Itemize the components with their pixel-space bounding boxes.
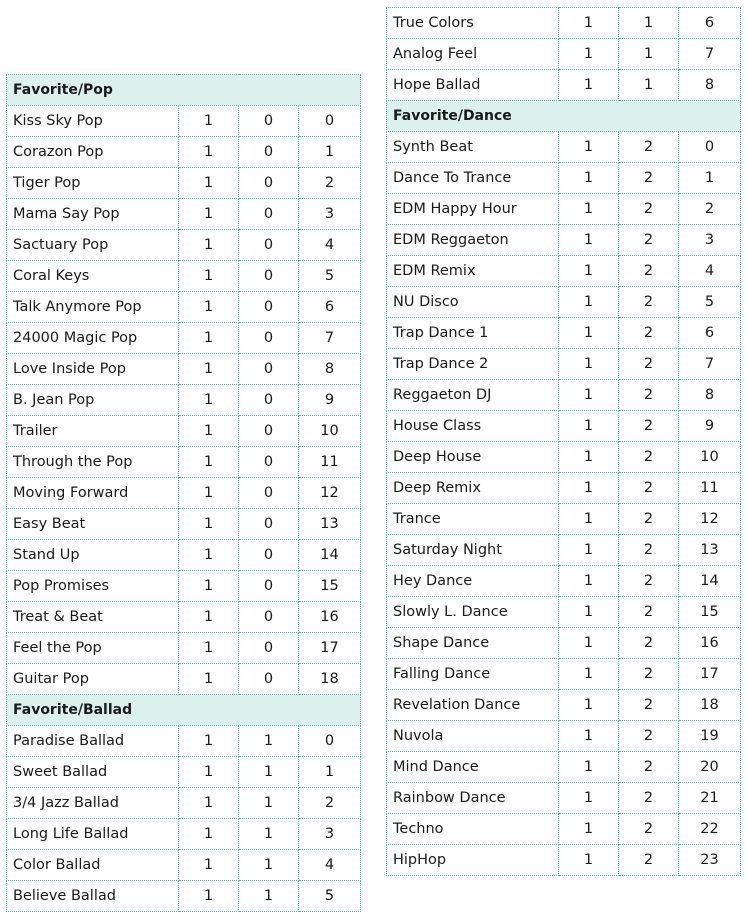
table-row	[387, 566, 741, 597]
table-row	[387, 380, 741, 411]
table-row	[387, 287, 741, 318]
style-name: Talk Anymore Pop	[7, 292, 179, 323]
number-value: 8	[299, 354, 361, 385]
bank-value: 1	[559, 132, 619, 163]
bank-value: 1	[179, 261, 239, 292]
group-value: 2	[619, 194, 679, 225]
table-row	[387, 349, 741, 380]
bank-value: 1	[179, 633, 239, 664]
group-value: 1	[239, 819, 299, 850]
style-name: Trance	[387, 504, 559, 535]
table-row	[7, 199, 361, 230]
number-value: 22	[679, 814, 741, 845]
group-value: 0	[239, 323, 299, 354]
table-row	[387, 194, 741, 225]
bank-value: 1	[559, 39, 619, 70]
number-value: 9	[679, 411, 741, 442]
number-value: 7	[679, 39, 741, 70]
style-name: EDM Happy Hour	[387, 194, 559, 225]
table-row	[7, 633, 361, 664]
group-value: 0	[239, 633, 299, 664]
group-value: 1	[239, 881, 299, 912]
style-name: 24000 Magic Pop	[7, 323, 179, 354]
style-name: Guitar Pop	[7, 664, 179, 695]
bank-value: 1	[559, 411, 619, 442]
bank-value: 1	[559, 628, 619, 659]
bank-value: 1	[179, 106, 239, 137]
bank-value: 1	[179, 509, 239, 540]
bank-value: 1	[179, 354, 239, 385]
number-value: 3	[299, 819, 361, 850]
number-value: 4	[299, 850, 361, 881]
group-value: 0	[239, 199, 299, 230]
bank-value: 1	[179, 757, 239, 788]
style-name: 3/4 Jazz Ballad	[7, 788, 179, 819]
group-value: 2	[619, 349, 679, 380]
table-row	[7, 850, 361, 881]
number-value: 20	[679, 752, 741, 783]
table-row	[387, 690, 741, 721]
style-name: House Class	[387, 411, 559, 442]
style-name: HipHop	[387, 845, 559, 876]
table-row	[7, 478, 361, 509]
table-row	[7, 819, 361, 850]
bank-value: 1	[179, 540, 239, 571]
style-name: Pop Promises	[7, 571, 179, 602]
style-name: Reggaeton DJ	[387, 380, 559, 411]
bank-value: 1	[559, 845, 619, 876]
number-value: 8	[679, 380, 741, 411]
style-name: Synth Beat	[387, 132, 559, 163]
number-value: 14	[299, 540, 361, 571]
right-table-body	[387, 8, 741, 876]
table-row	[387, 411, 741, 442]
bank-value: 1	[559, 752, 619, 783]
table-row	[7, 881, 361, 912]
group-value: 0	[239, 416, 299, 447]
table-row	[7, 540, 361, 571]
group-value: 2	[619, 659, 679, 690]
table-row	[7, 385, 361, 416]
number-value: 18	[679, 690, 741, 721]
bank-value: 1	[179, 292, 239, 323]
table-row	[7, 509, 361, 540]
style-name: Mama Say Pop	[7, 199, 179, 230]
table-row	[387, 70, 741, 101]
style-name: NU Disco	[387, 287, 559, 318]
table-row	[7, 168, 361, 199]
group-value: 0	[239, 540, 299, 571]
bank-value: 1	[179, 726, 239, 757]
style-name: Trailer	[7, 416, 179, 447]
table-row	[387, 628, 741, 659]
bank-value: 1	[179, 385, 239, 416]
number-value: 2	[679, 194, 741, 225]
number-value: 5	[299, 261, 361, 292]
number-value: 9	[299, 385, 361, 416]
style-name: Trap Dance 1	[387, 318, 559, 349]
bank-value: 1	[179, 416, 239, 447]
number-value: 13	[299, 509, 361, 540]
number-value: 14	[679, 566, 741, 597]
table-row	[7, 230, 361, 261]
group-value: 2	[619, 411, 679, 442]
bank-value: 1	[559, 349, 619, 380]
number-value: 8	[679, 70, 741, 101]
group-value: 1	[239, 850, 299, 881]
table-row	[387, 783, 741, 814]
number-value: 17	[299, 633, 361, 664]
number-value: 6	[299, 292, 361, 323]
style-name: Sactuary Pop	[7, 230, 179, 261]
group-value: 2	[619, 256, 679, 287]
table-row	[7, 106, 361, 137]
number-value: 3	[299, 199, 361, 230]
group-value: 2	[619, 318, 679, 349]
bank-value: 1	[559, 504, 619, 535]
style-name: Rainbow Dance	[387, 783, 559, 814]
bank-value: 1	[179, 230, 239, 261]
bank-value: 1	[179, 478, 239, 509]
group-value: 0	[239, 168, 299, 199]
number-value: 15	[299, 571, 361, 602]
style-name: Coral Keys	[7, 261, 179, 292]
style-name: True Colors	[387, 8, 559, 39]
style-name: Shape Dance	[387, 628, 559, 659]
table-row	[387, 442, 741, 473]
group-value: 2	[619, 287, 679, 318]
bank-value: 1	[559, 566, 619, 597]
style-name: Nuvola	[387, 721, 559, 752]
table-row	[387, 752, 741, 783]
number-value: 11	[679, 473, 741, 504]
number-value: 6	[679, 318, 741, 349]
bank-value: 1	[559, 535, 619, 566]
bank-value: 1	[179, 819, 239, 850]
table-row	[7, 416, 361, 447]
style-name: Analog Feel	[387, 39, 559, 70]
style-name: Moving Forward	[7, 478, 179, 509]
table-row	[387, 256, 741, 287]
category-header: Favorite/Ballad	[7, 695, 361, 726]
table-row	[7, 757, 361, 788]
number-value: 6	[679, 8, 741, 39]
group-value: 2	[619, 132, 679, 163]
bank-value: 1	[179, 447, 239, 478]
style-name: Kiss Sky Pop	[7, 106, 179, 137]
number-value: 11	[299, 447, 361, 478]
right-table	[386, 7, 741, 876]
number-value: 10	[679, 442, 741, 473]
group-value: 1	[239, 788, 299, 819]
style-name: Slowly L. Dance	[387, 597, 559, 628]
table-row	[7, 137, 361, 168]
category-header: Favorite/Pop	[7, 75, 361, 106]
bank-value: 1	[179, 664, 239, 695]
style-name: B. Jean Pop	[7, 385, 179, 416]
number-value: 1	[679, 163, 741, 194]
style-name: Through the Pop	[7, 447, 179, 478]
category-header: Favorite/Dance	[387, 101, 741, 132]
style-name: Sweet Ballad	[7, 757, 179, 788]
group-value: 0	[239, 571, 299, 602]
group-value: 0	[239, 664, 299, 695]
number-value: 15	[679, 597, 741, 628]
category-header-row	[387, 101, 741, 132]
style-name: Deep Remix	[387, 473, 559, 504]
group-value: 2	[619, 566, 679, 597]
group-value: 0	[239, 106, 299, 137]
table-row	[387, 8, 741, 39]
style-name: Falling Dance	[387, 659, 559, 690]
group-value: 0	[239, 137, 299, 168]
group-value: 0	[239, 602, 299, 633]
table-row	[387, 814, 741, 845]
number-value: 18	[299, 664, 361, 695]
number-value: 16	[679, 628, 741, 659]
bank-value: 1	[179, 850, 239, 881]
bank-value: 1	[559, 721, 619, 752]
group-value: 0	[239, 478, 299, 509]
group-value: 2	[619, 225, 679, 256]
group-value: 0	[239, 447, 299, 478]
bank-value: 1	[559, 225, 619, 256]
group-value: 2	[619, 597, 679, 628]
group-value: 0	[239, 230, 299, 261]
number-value: 2	[299, 168, 361, 199]
table-row	[7, 726, 361, 757]
style-name: Feel the Pop	[7, 633, 179, 664]
number-value: 12	[299, 478, 361, 509]
style-name: Treat & Beat	[7, 602, 179, 633]
number-value: 2	[299, 788, 361, 819]
bank-value: 1	[179, 199, 239, 230]
table-row	[387, 504, 741, 535]
group-value: 0	[239, 509, 299, 540]
style-name: EDM Remix	[387, 256, 559, 287]
table-row	[387, 225, 741, 256]
group-value: 2	[619, 163, 679, 194]
bank-value: 1	[559, 70, 619, 101]
style-name: Saturday Night	[387, 535, 559, 566]
style-name: Believe Ballad	[7, 881, 179, 912]
number-value: 19	[679, 721, 741, 752]
table-row	[387, 845, 741, 876]
style-name: Trap Dance 2	[387, 349, 559, 380]
table-row	[387, 535, 741, 566]
table-row	[387, 132, 741, 163]
number-value: 4	[679, 256, 741, 287]
bank-value: 1	[559, 442, 619, 473]
group-value: 2	[619, 690, 679, 721]
group-value: 1	[239, 726, 299, 757]
style-name: Easy Beat	[7, 509, 179, 540]
number-value: 17	[679, 659, 741, 690]
group-value: 2	[619, 473, 679, 504]
bank-value: 1	[179, 881, 239, 912]
group-value: 2	[619, 380, 679, 411]
bank-value: 1	[559, 8, 619, 39]
table-row	[387, 597, 741, 628]
bank-value: 1	[179, 168, 239, 199]
style-name: EDM Reggaeton	[387, 225, 559, 256]
bank-value: 1	[179, 137, 239, 168]
table-row	[7, 292, 361, 323]
style-name: Hope Ballad	[387, 70, 559, 101]
style-name: Revelation Dance	[387, 690, 559, 721]
table-row	[387, 163, 741, 194]
table-row	[387, 473, 741, 504]
style-name: Mind Dance	[387, 752, 559, 783]
group-value: 2	[619, 628, 679, 659]
bank-value: 1	[559, 659, 619, 690]
table-row	[387, 659, 741, 690]
bank-value: 1	[559, 814, 619, 845]
group-value: 2	[619, 721, 679, 752]
group-value: 0	[239, 385, 299, 416]
number-value: 5	[679, 287, 741, 318]
table-row	[7, 571, 361, 602]
category-header-row	[7, 695, 361, 726]
group-value: 0	[239, 292, 299, 323]
style-name: Paradise Ballad	[7, 726, 179, 757]
left-table	[6, 74, 361, 912]
number-value: 1	[299, 137, 361, 168]
number-value: 0	[679, 132, 741, 163]
style-name: Hey Dance	[387, 566, 559, 597]
number-value: 5	[299, 881, 361, 912]
group-value: 2	[619, 845, 679, 876]
group-value: 1	[619, 8, 679, 39]
bank-value: 1	[559, 318, 619, 349]
style-name: Stand Up	[7, 540, 179, 571]
number-value: 3	[679, 225, 741, 256]
number-value: 0	[299, 726, 361, 757]
group-value: 1	[239, 757, 299, 788]
number-value: 13	[679, 535, 741, 566]
style-name: Deep House	[387, 442, 559, 473]
style-name: Corazon Pop	[7, 137, 179, 168]
group-value: 2	[619, 783, 679, 814]
bank-value: 1	[179, 571, 239, 602]
bank-value: 1	[559, 194, 619, 225]
bank-value: 1	[559, 690, 619, 721]
style-name: Tiger Pop	[7, 168, 179, 199]
number-value: 7	[299, 323, 361, 354]
number-value: 23	[679, 845, 741, 876]
table-row	[7, 447, 361, 478]
style-name: Dance To Trance	[387, 163, 559, 194]
group-value: 2	[619, 752, 679, 783]
number-value: 12	[679, 504, 741, 535]
bank-value: 1	[179, 602, 239, 633]
table-row	[7, 261, 361, 292]
bank-value: 1	[179, 323, 239, 354]
table-row	[7, 788, 361, 819]
number-value: 4	[299, 230, 361, 261]
style-name: Long Life Ballad	[7, 819, 179, 850]
number-value: 1	[299, 757, 361, 788]
style-name: Techno	[387, 814, 559, 845]
number-value: 7	[679, 349, 741, 380]
style-name: Color Ballad	[7, 850, 179, 881]
style-name: Love Inside Pop	[7, 354, 179, 385]
bank-value: 1	[559, 597, 619, 628]
table-row	[387, 721, 741, 752]
bank-value: 1	[559, 380, 619, 411]
table-row	[387, 318, 741, 349]
category-header-row	[7, 75, 361, 106]
group-value: 1	[619, 70, 679, 101]
group-value: 2	[619, 814, 679, 845]
group-value: 2	[619, 504, 679, 535]
group-value: 2	[619, 535, 679, 566]
bank-value: 1	[559, 473, 619, 504]
bank-value: 1	[559, 783, 619, 814]
bank-value: 1	[179, 788, 239, 819]
number-value: 10	[299, 416, 361, 447]
bank-value: 1	[559, 163, 619, 194]
left-table-body	[7, 75, 361, 912]
table-row	[7, 602, 361, 633]
table-row	[7, 664, 361, 695]
group-value: 0	[239, 261, 299, 292]
table-row	[387, 39, 741, 70]
bank-value: 1	[559, 256, 619, 287]
group-value: 0	[239, 354, 299, 385]
table-row	[7, 323, 361, 354]
bank-value: 1	[559, 287, 619, 318]
table-row	[7, 354, 361, 385]
number-value: 0	[299, 106, 361, 137]
number-value: 16	[299, 602, 361, 633]
number-value: 21	[679, 783, 741, 814]
group-value: 1	[619, 39, 679, 70]
group-value: 2	[619, 442, 679, 473]
